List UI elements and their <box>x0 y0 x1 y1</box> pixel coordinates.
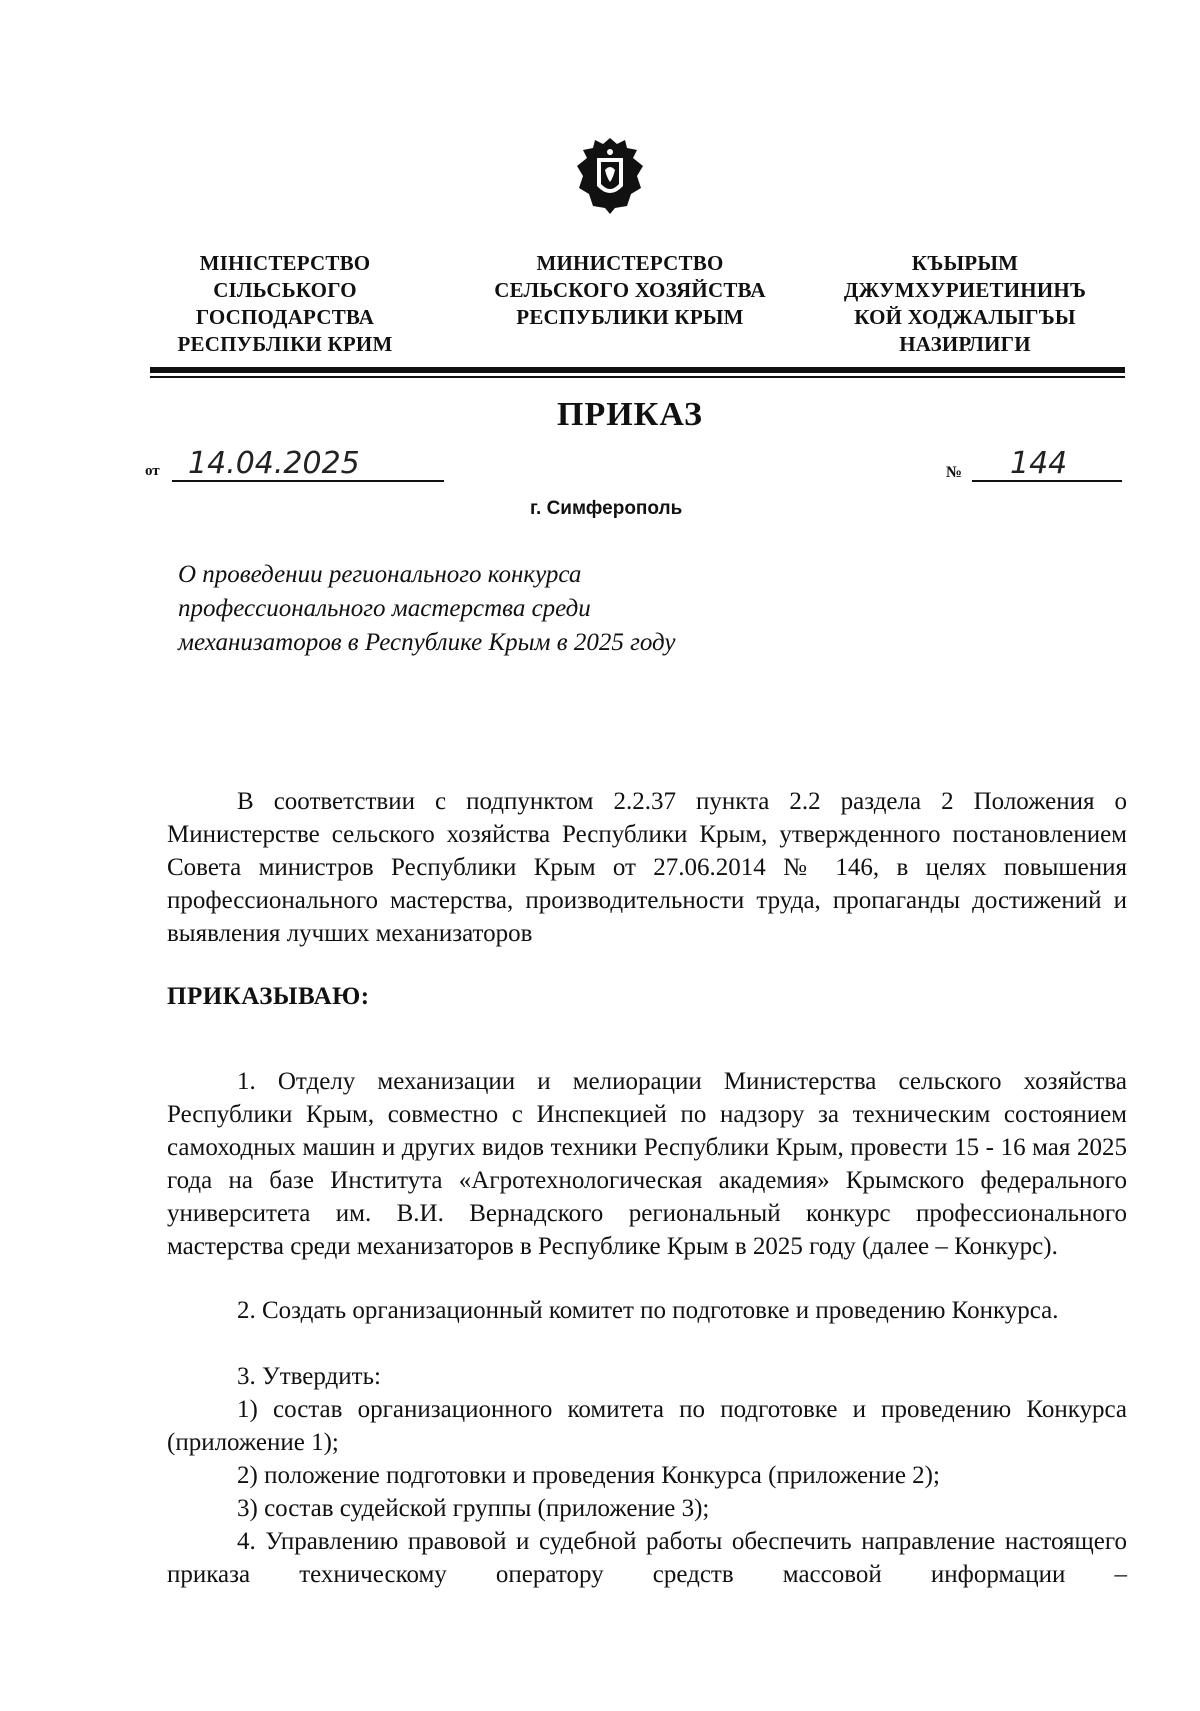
org-crh-line-3: КОЙ ХОДЖАЛЫГЪЫ <box>854 305 1076 329</box>
org-ua-line-4: РЕСПУБЛІКИ КРИМ <box>177 332 393 356</box>
item-1-paragraph: 1. Отделу механизации и мелиорации Министерства сельского хозяйства Республики Крым, совместно с Инспекцией по надзору за техническим состоянием самоходных машин и других видов техники Республики Крым, провести 15 - 16 мая 2025 года на базе Института «Агротехнологическая академия» Крымского федерального университета им. В.И. Вернадского региональный конкурс профессионального мастерства среди механизаторов в Республике Крым в 2025 году (далее – Конкурс). <box>167 1068 1127 1260</box>
header-divider-thin <box>150 376 1125 378</box>
intro-paragraph: В соответствии с подпунктом 2.2.37 пункта 2.2 раздела 2 Положения о Министерстве сельского хозяйства Республики Крым, утвержденного постановлением Совета министров Республики Крым от 27.06.2014 № 146, в целях повышения профессионального мастерства, производительности труда, пропаганды достижений и выявления лучших механизаторов <box>167 788 1127 947</box>
number-label: № <box>946 464 963 481</box>
org-ua-line-2: СІЛЬСЬКОГО <box>213 278 357 302</box>
document-subject: О проведении регионального конкурса профессионального мастерства среди механизаторов в Республике Крым в 2025 году <box>178 561 676 656</box>
org-crh-line-4: НАЗИРЛИГИ <box>899 332 1031 356</box>
org-crh-line-1: КЪЫРЫМ <box>911 251 1019 275</box>
number-field: 144 <box>972 446 1122 482</box>
item-3-paragraph: 3. Утвердить: <box>237 1363 381 1390</box>
city-line: г. Симферополь <box>530 498 683 519</box>
org-ru-line-1: МИНИСТЕРСТВО <box>536 251 724 275</box>
org-name-russian <box>455 250 805 331</box>
org-crh-line-2: ДЖУМХУРИЕТИНИНЪ <box>843 278 1087 302</box>
coat-of-arms-icon <box>567 136 653 216</box>
document-title: ПРИКАЗ <box>557 396 703 433</box>
date-field: 14.04.2025 <box>172 446 444 482</box>
order-heading: ПРИКАЗЫВАЮ: <box>167 983 370 1010</box>
org-ru-line-2: СЕЛЬСКОГО ХОЗЯЙСТВА <box>494 278 766 302</box>
item-3-2-paragraph: 2) положение подготовки и проведения Конкурса (приложение 2); <box>237 1462 940 1489</box>
item-2-paragraph: 2. Создать организационный комитет по подготовке и проведению Конкурса. <box>237 1297 1059 1324</box>
org-name-crimean-tatar <box>800 250 1130 358</box>
org-name-ukrainian <box>140 250 430 358</box>
org-ru-line-3: РЕСПУБЛИКИ КРЫМ <box>516 305 744 329</box>
item-4-paragraph: 4. Управлению правовой и судебной работы обеспечить направление настоящего приказа техническому оператору средств массовой информации – <box>167 1528 1127 1588</box>
item-3-3-paragraph: 3) состав судейской группы (приложение 3); <box>237 1495 710 1522</box>
item-3-1-paragraph: 1) состав организационного комитета по подготовке и проведению Конкурса (приложение 1); <box>167 1396 1127 1456</box>
org-ua-line-3: ГОСПОДАРСТВА <box>195 305 375 329</box>
header-divider-thick <box>150 367 1125 373</box>
org-ua-line-1: МІНІСТЕРСТВО <box>199 251 371 275</box>
date-label: от <box>145 463 160 479</box>
